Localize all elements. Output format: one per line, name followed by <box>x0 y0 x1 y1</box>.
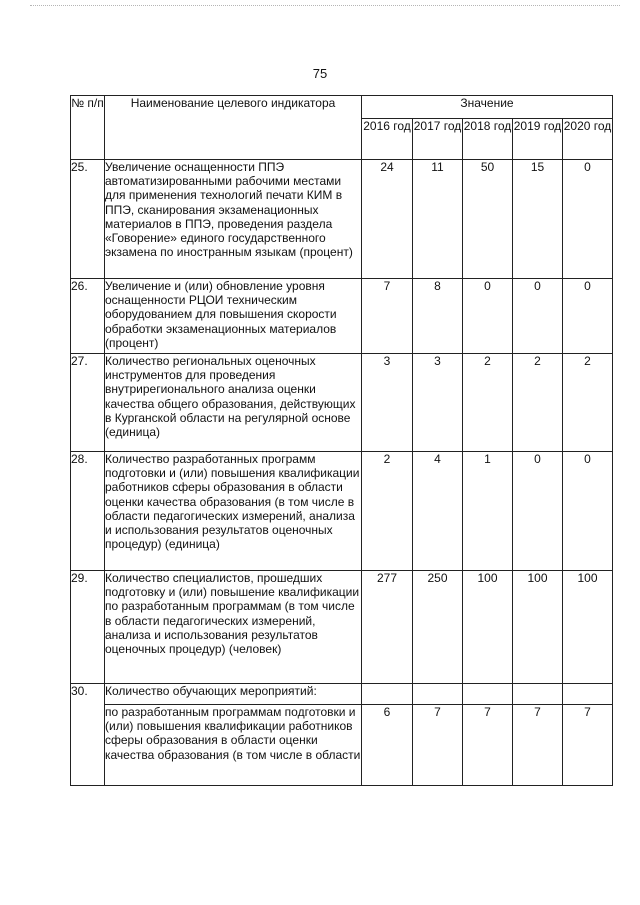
row-number: 27. <box>71 354 105 452</box>
value-cell: 24 <box>362 160 413 279</box>
value-cell: 11 <box>413 160 463 279</box>
value-cell: 3 <box>413 354 463 452</box>
value-cell: 100 <box>563 571 613 684</box>
header-year: 2016 год <box>362 119 413 160</box>
value-cell: 277 <box>362 571 413 684</box>
indicator-name: Количество региональных оценочных инструментов для проведения внутрирегионального анализа оценки качества общего образования, действующих в Курганской области на регулярной основе (единица) <box>105 354 362 452</box>
indicator-name: Увеличение оснащенности ППЭ автоматизированными рабочими местами для применения технологий печати КИМ в ППЭ, сканирования экзаменационных материалов в ППЭ, проведения раздела «Говорение» единого государственного экзамена по иностранным языкам (процент) <box>105 160 362 279</box>
header-year: 2019 год <box>513 119 563 160</box>
value-cell <box>413 684 463 705</box>
value-cell: 50 <box>463 160 513 279</box>
value-cell: 7 <box>463 705 513 786</box>
indicator-name: по разработанным программам подготовки и (или) повышения квалификации работников сферы образования в области оценки качества образования (в том числе в области <box>105 705 362 786</box>
indicator-name: Увеличение и (или) обновление уровня оснащенности РЦОИ техническим оборудованием для повышения скорости обработки экзаменационных материалов (процент) <box>105 279 362 354</box>
header-year: 2020 год <box>563 119 613 160</box>
value-cell <box>463 684 513 705</box>
value-cell: 0 <box>513 452 563 571</box>
indicator-name: Количество разработанных программ подготовки и (или) повышения квалификации работников сферы образования в области оценки качества образования (в том числе в области педагогических измерений, анализа и использования результатов оценочных процедур) (единица) <box>105 452 362 571</box>
value-cell: 0 <box>463 279 513 354</box>
value-cell: 250 <box>413 571 463 684</box>
table-row <box>71 571 613 684</box>
indicator-name: Количество специалистов, прошедших подготовку и (или) повышение квалификации по разработанным программам (в том числе в области педагогических измерений, анализа и использования результатов оценочных процедур) (человек) <box>105 571 362 684</box>
value-cell <box>563 684 613 705</box>
value-cell: 6 <box>362 705 413 786</box>
value-cell: 7 <box>362 279 413 354</box>
value-cell: 0 <box>563 160 613 279</box>
table-row <box>71 452 613 571</box>
header-value: Значение <box>362 96 613 119</box>
value-cell: 2 <box>463 354 513 452</box>
value-cell: 7 <box>563 705 613 786</box>
value-cell: 7 <box>513 705 563 786</box>
scan-artifact-line <box>30 5 620 7</box>
header-indicator-name: Наименование целевого индикатора <box>105 96 362 160</box>
header-year: 2018 год <box>463 119 513 160</box>
value-cell: 100 <box>513 571 563 684</box>
row-number: 30. <box>71 684 105 786</box>
value-cell <box>362 684 413 705</box>
value-cell: 8 <box>413 279 463 354</box>
value-cell: 0 <box>563 452 613 571</box>
value-cell: 100 <box>463 571 513 684</box>
value-cell: 7 <box>413 705 463 786</box>
table-row <box>71 160 613 279</box>
value-cell: 3 <box>362 354 413 452</box>
table-row <box>71 354 613 452</box>
row-number: 28. <box>71 452 105 571</box>
value-cell: 4 <box>413 452 463 571</box>
row-number: 29. <box>71 571 105 684</box>
page-number: 75 <box>312 66 328 81</box>
table-row <box>71 279 613 354</box>
indicators-table <box>70 95 613 786</box>
header-year: 2017 год <box>413 119 463 160</box>
table-row <box>71 705 613 786</box>
value-cell: 2 <box>563 354 613 452</box>
header-number: № п/п <box>71 96 105 160</box>
value-cell: 1 <box>463 452 513 571</box>
value-cell <box>513 684 563 705</box>
value-cell: 0 <box>563 279 613 354</box>
indicator-name: Количество обучающих мероприятий: <box>105 684 362 705</box>
value-cell: 2 <box>362 452 413 571</box>
row-number: 25. <box>71 160 105 279</box>
value-cell: 15 <box>513 160 563 279</box>
value-cell: 2 <box>513 354 563 452</box>
table-row <box>71 684 613 705</box>
value-cell: 0 <box>513 279 563 354</box>
row-number: 26. <box>71 279 105 354</box>
